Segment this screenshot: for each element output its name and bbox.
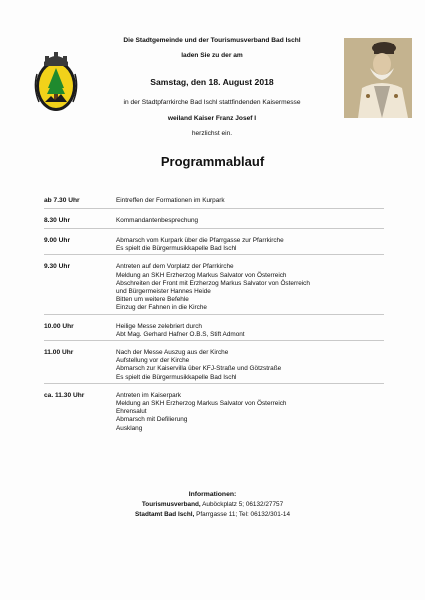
- schedule-item: Heilige Messe zelebriert durch: [116, 322, 202, 330]
- schedule-item: Einzug der Fahnen in die Kirche: [116, 304, 207, 312]
- schedule-item: Nach der Messe Auszug aus der Kirche: [116, 349, 229, 357]
- town-office-details: Pfarrgasse 11; Tel: 06132/301-14: [194, 511, 290, 518]
- information-line-town-office: [0, 510, 425, 520]
- schedule-row: [44, 322, 384, 341]
- tourism-office-name: Tourismusverband,: [141, 501, 201, 508]
- schedule-row: [44, 216, 384, 229]
- schedule-row: [44, 236, 384, 255]
- schedule-item: Es spielt die Bürgermusikkapelle Bad Ischl: [116, 373, 237, 381]
- schedule-item: Kommandantenbesprechung: [116, 217, 199, 224]
- program-schedule: [44, 196, 384, 434]
- header-line-emperor: weiland Kaiser Franz Josef I: [167, 115, 257, 122]
- information-title: Informationen:: [188, 491, 237, 498]
- event-date: Samstag, den 18. August 2018: [150, 77, 274, 87]
- schedule-item: Aufstellung vor der Kirche: [116, 357, 190, 365]
- schedule-time: 11.00 Uhr: [44, 349, 74, 357]
- schedule-item: Ausklang: [116, 424, 143, 432]
- schedule-item: Eintreffen der Formationen im Kurpark: [116, 197, 225, 204]
- schedule-time: ab 7.30 Uhr: [44, 197, 80, 204]
- tourism-office-details: Auböckplatz 5; 06132/27757: [200, 501, 284, 508]
- schedule-time: 9.30 Uhr: [44, 263, 71, 271]
- schedule-item: Bitten um weitere Befehle: [116, 296, 189, 304]
- schedule-item: Abmarsch vom Kurpark über die Pfarrgasse zur Pfarrkirche: [116, 237, 284, 244]
- schedule-item: und Bürgermeister Hannes Heide: [116, 288, 211, 296]
- schedule-item: Abmarsch zur Kaiservilla über KFJ-Straße und Götzstraße: [116, 365, 282, 373]
- coat-of-arms-icon: [31, 44, 81, 116]
- schedule-time: 8.30 Uhr: [44, 217, 71, 224]
- schedule-item: Meldung an SKH Erzherzog Markus Salvator von Österreich: [116, 271, 287, 279]
- town-office-name: Stadtamt Bad Ischl,: [135, 511, 195, 518]
- page-title: Programmablauf: [160, 154, 265, 169]
- schedule-row: [44, 391, 384, 434]
- header-line-invite: laden Sie zu der am: [181, 52, 243, 59]
- schedule-row: [44, 348, 384, 384]
- schedule-row: [44, 196, 384, 209]
- information-block: [0, 490, 425, 520]
- schedule-item: Antreten im Kaiserpark: [116, 391, 181, 399]
- schedule-item: Meldung an SKH Erzherzog Markus Salvator von Österreich: [116, 400, 287, 408]
- schedule-time: ca. 11.30 Uhr: [44, 391, 85, 399]
- schedule-time: 10.00 Uhr: [44, 322, 74, 330]
- header-line-organizers: Die Stadtgemeinde und der Tourismusverband Bad Ischl: [123, 37, 301, 44]
- schedule-item: Antreten auf dem Vorplatz der Pfarrkirche: [116, 263, 234, 271]
- header-line-venue: in der Stadtpfarrkirche Bad Ischl stattfindenden Kaisermesse: [123, 99, 301, 106]
- emperor-portrait-photo: [344, 38, 412, 118]
- schedule-item: Es spielt die Bürgermusikkapelle Bad Ischl: [116, 245, 237, 253]
- header-line-closing: herzlichst ein.: [191, 130, 233, 137]
- schedule-item: Abt Mag. Gerhard Hafner O.B.S, Stift Admont: [116, 330, 245, 338]
- schedule-item: Ehrensalut: [116, 408, 147, 416]
- schedule-item: Abmarsch mit Defilierung: [116, 416, 188, 424]
- schedule-row: [44, 262, 384, 314]
- information-line-tourism: [0, 500, 425, 510]
- schedule-time: 9.00 Uhr: [44, 237, 71, 244]
- schedule-item: Abschreiten der Front mit Erzherzog Markus Salvator von Österreich: [116, 279, 310, 287]
